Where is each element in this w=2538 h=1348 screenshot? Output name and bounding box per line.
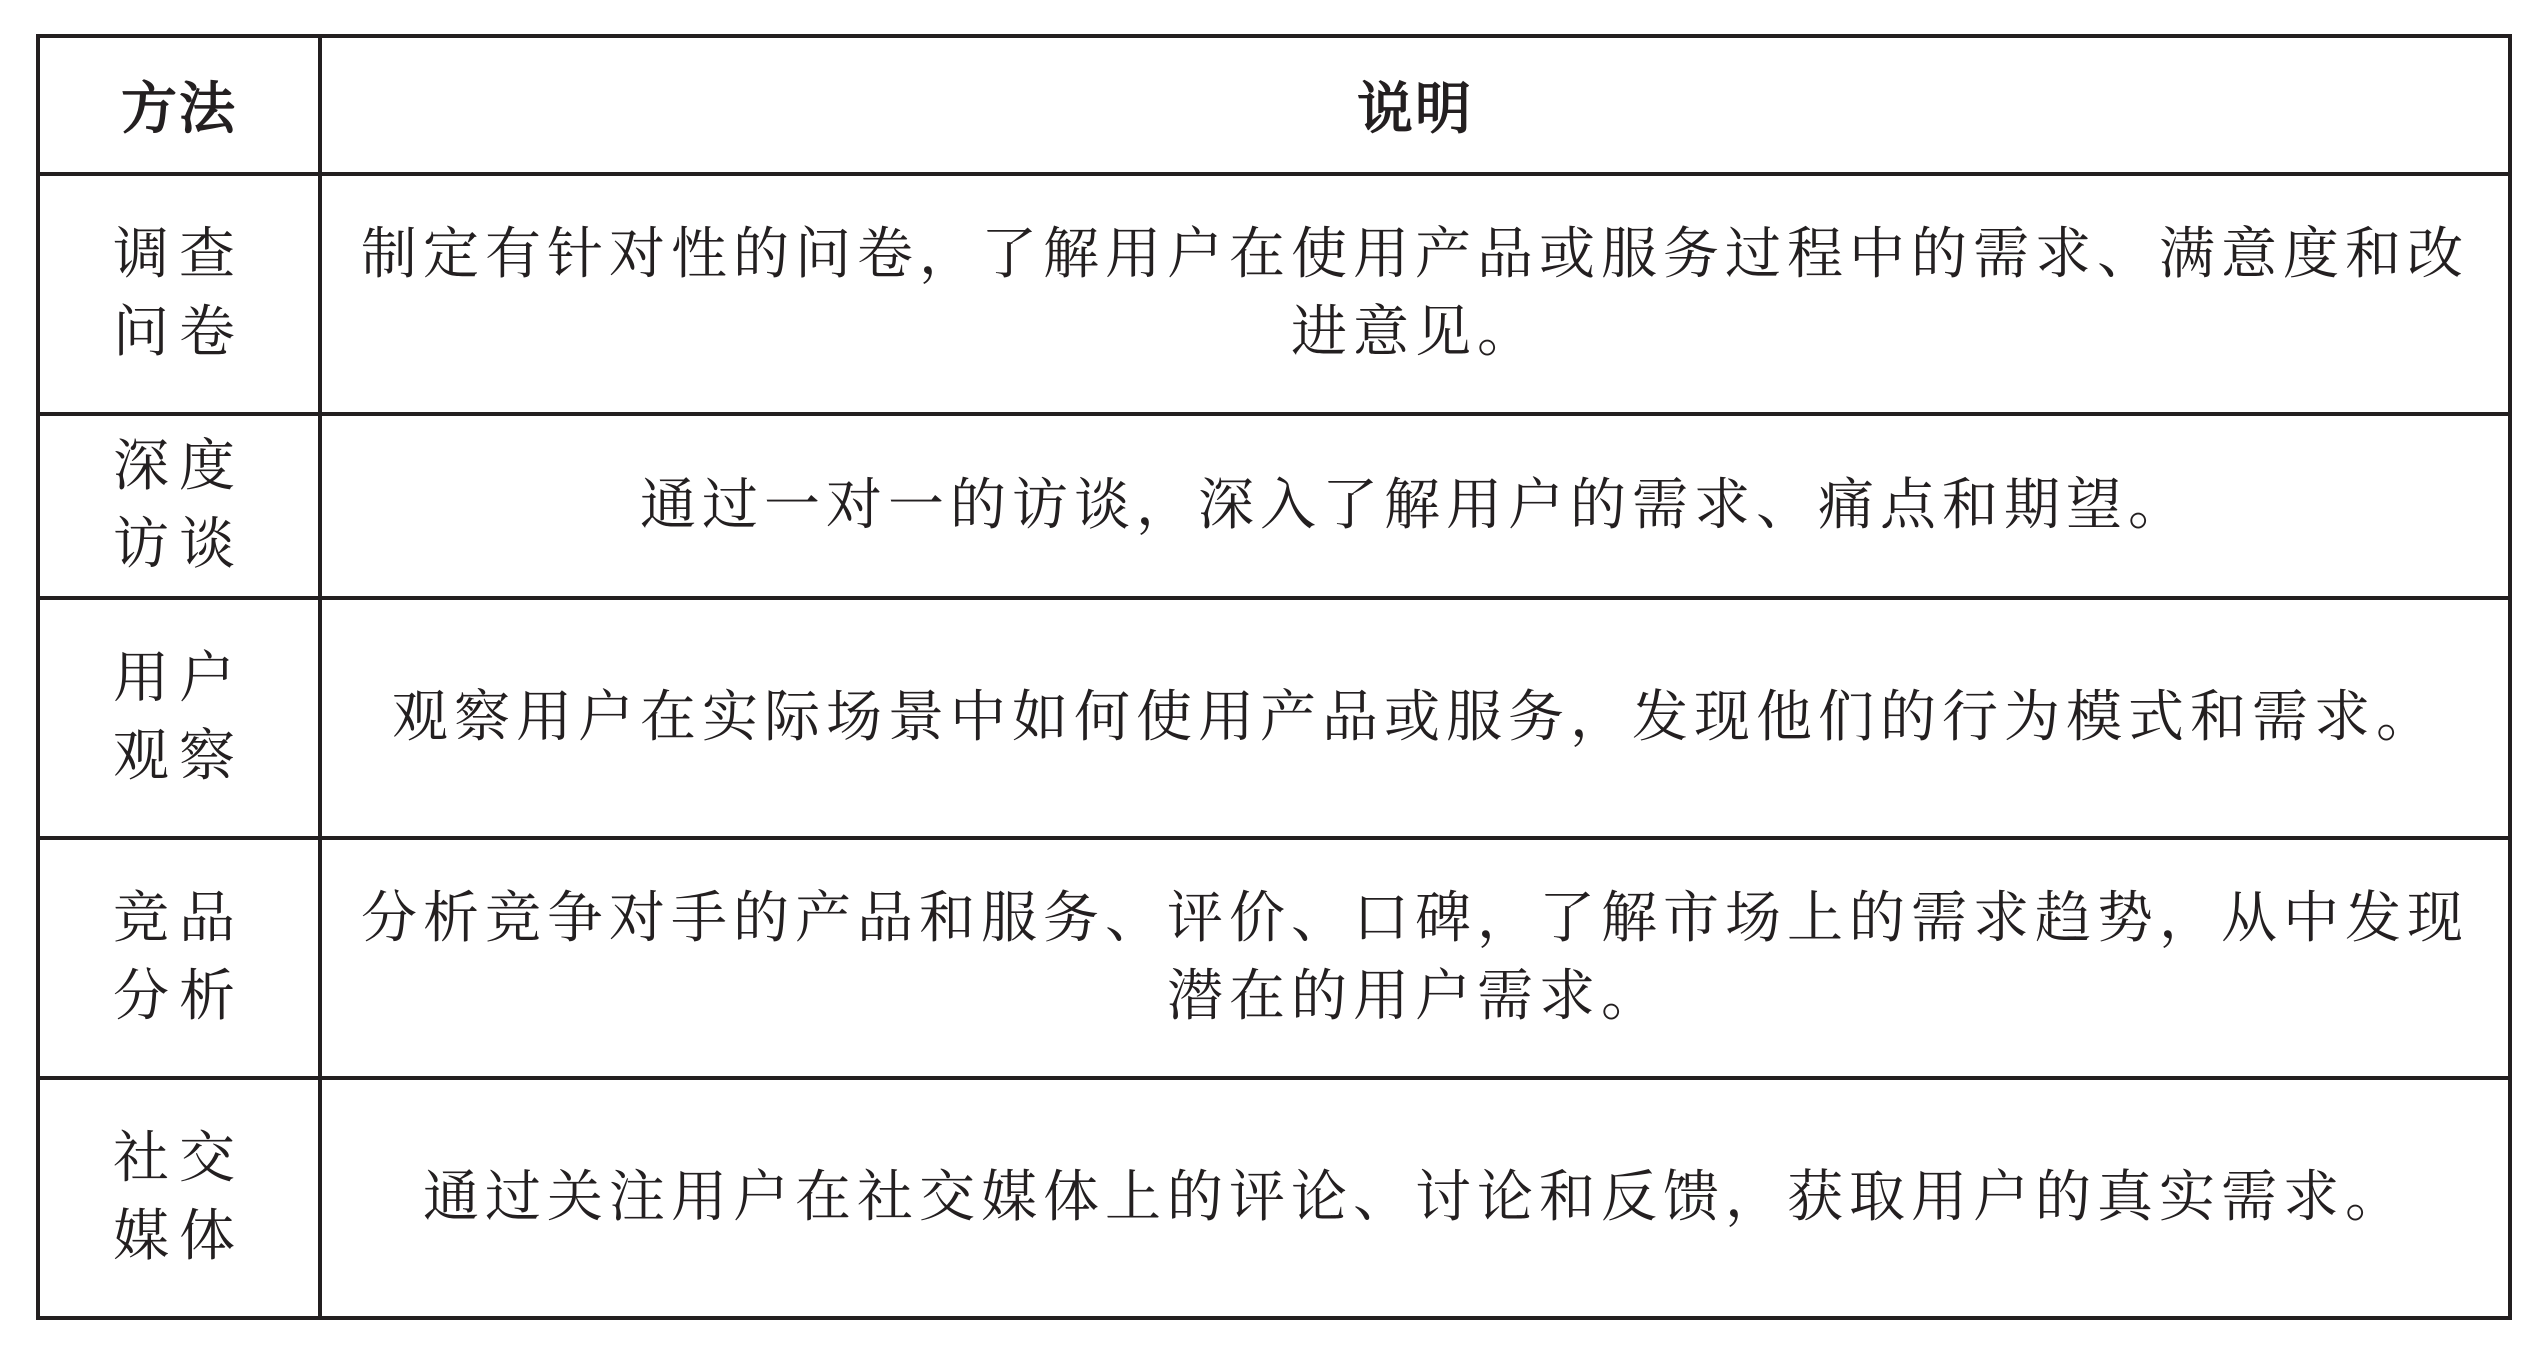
table-row: [38, 174, 2510, 414]
method-cell: [38, 838, 320, 1078]
method-label: 深度访谈: [113, 434, 245, 577]
method-label: 调查问卷: [113, 222, 245, 365]
method-cell: [38, 1078, 320, 1318]
description-cell: 通过关注用户在社交媒体上的评论、讨论和反馈，获取用户的真实需求。: [320, 1078, 2510, 1318]
table-header-row: [38, 36, 2510, 174]
method-label: 竞品分析: [113, 886, 245, 1029]
method-label: 社交媒体: [113, 1126, 245, 1269]
description-cell: 分析竞争对手的产品和服务、评价、口碑，了解市场上的需求趋势，从中发现潜在的用户需求。: [320, 838, 2510, 1078]
method-label: 用户观察: [113, 646, 245, 789]
header-description: 说明: [320, 36, 2510, 174]
methods-table-container: [36, 34, 2508, 1320]
header-method: 方法: [38, 36, 320, 174]
method-cell: [38, 414, 320, 598]
description-cell: 观察用户在实际场景中如何使用产品或服务，发现他们的行为模式和需求。: [320, 598, 2510, 838]
methods-table: [36, 34, 2512, 1320]
table-row: [38, 1078, 2510, 1318]
method-cell: [38, 598, 320, 838]
description-cell: 通过一对一的访谈，深入了解用户的需求、痛点和期望。: [320, 414, 2510, 598]
description-cell: 制定有针对性的问卷，了解用户在使用产品或服务过程中的需求、满意度和改进意见。: [320, 174, 2510, 414]
method-cell: [38, 174, 320, 414]
table-row: [38, 414, 2510, 598]
table-row: [38, 598, 2510, 838]
table-row: [38, 838, 2510, 1078]
